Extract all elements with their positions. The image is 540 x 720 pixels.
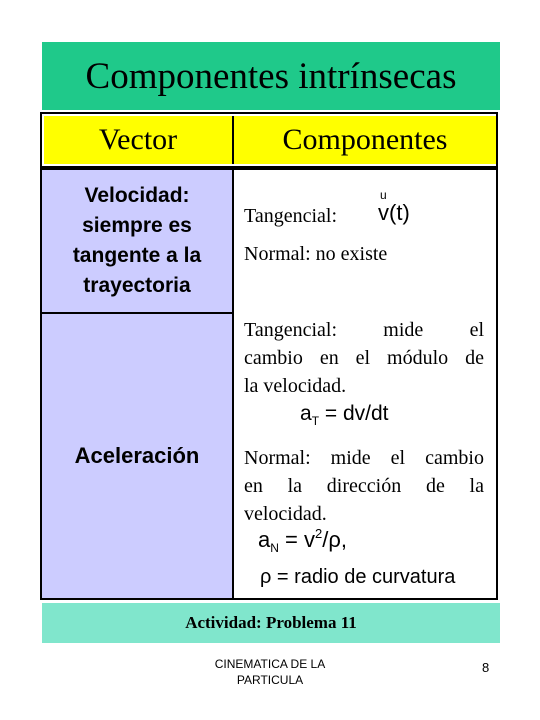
acceleration-tangential-formula: $a_T = dv/dt$ [300,402,389,428]
acceleration-tangential: Tangencial: mide el cambio en el módulo de la velocidad. [244,319,484,397]
header-vector: Vector [44,116,234,164]
acceleration-normal-formula: $a_N = v^2/\rho$, [258,526,347,555]
velocity-normal-label: Normal [244,243,306,265]
velocity-label-line: Velocidad: [84,184,190,207]
components-table [40,112,498,600]
velocity-tangential-formula: u v(t) [378,188,410,225]
acceleration-normal: Normal: mide el cambio en la dirección de la velocidad. [244,447,484,525]
velocity-tangential-label: Tangencial [244,205,332,227]
page-number: 8 [482,660,490,675]
footer-title: CINEMATICA DE LA PARTICULA [214,657,326,687]
velocity-label-line: siempre es [82,214,192,237]
activity-text: Actividad: Problema 11 [185,613,357,632]
acceleration-tangential-label: Tangencial [244,319,332,341]
acceleration-label: Aceleración [74,443,200,468]
acceleration-cell [42,314,234,598]
vector-arrow-icon: u [380,188,387,202]
velocity-tangential: Tangencial: [244,205,338,227]
velocity-label-line: trayectoria [83,274,191,297]
rho-definition: ρ = radio de curvatura [260,566,456,588]
activity-bar [42,603,500,643]
slide-title-bar [42,42,500,110]
acceleration-normal-label: Normal [244,447,306,469]
slide-title: Componentes intrínsecas [85,55,457,97]
velocity-cell [42,170,234,312]
header-components: Componentes [234,116,496,164]
velocity-label-line: tangente a la [72,244,202,267]
velocity-normal: Normal: no existe [244,243,388,265]
